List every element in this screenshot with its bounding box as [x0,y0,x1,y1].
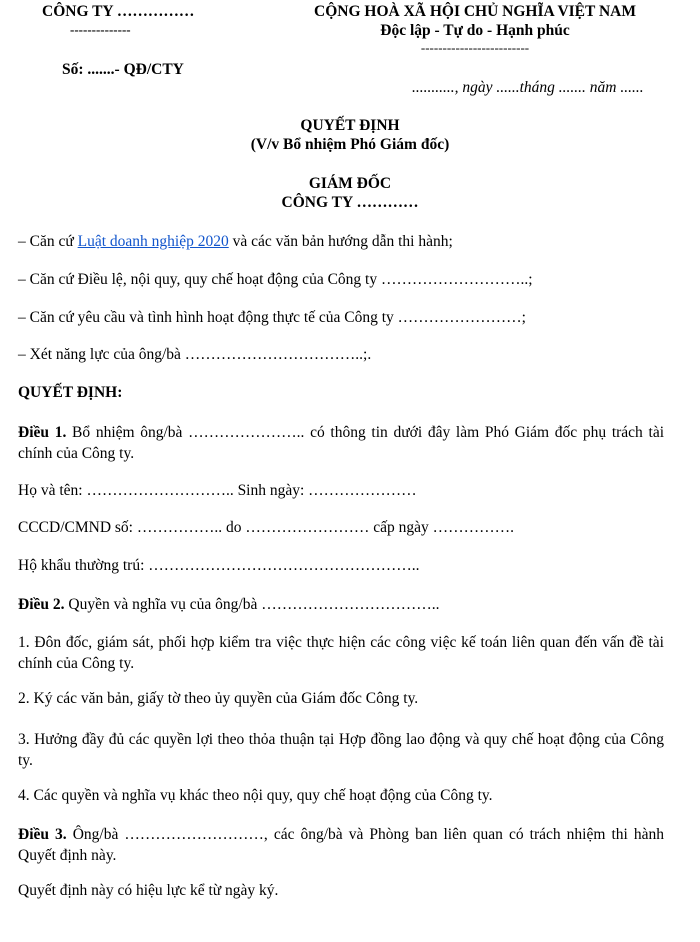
company-name: CÔNG TY …………… [42,3,195,20]
duty-1: 1. Đôn đốc, giám sát, phối hợp kiểm tra việc thực hiện các công việc kế toán liên quan đến vấn đề tài chính của Công ty. [18,634,664,672]
ground-item-law [18,233,453,251]
residence-line: Hộ khẩu thường trú: …………………………………………….. [18,557,420,574]
article-2-label: Điều 2. [18,596,65,613]
national-motto: Độc lập - Tự do - Hạnh phúc [380,22,570,39]
article-3-label: Điều 3. [18,826,67,843]
article-1-label: Điều 1. [18,424,67,441]
effective-clause: Quyết định này có hiệu lực kể từ ngày ký. [18,882,279,899]
article-2-text: Quyền và nghĩa vụ của ông/bà …………………………….. [64,596,440,613]
ground-item-capacity: – Xét năng lực của ông/bà ……………………………..;. [18,346,372,363]
article-2 [18,596,439,614]
document-title: QUYẾT ĐỊNH [300,117,400,134]
decision-number: Số: .......- QĐ/CTY [62,61,184,78]
ground-item-requirements: – Căn cứ yêu cầu và tình hình hoạt động thực tế của Công ty ……………………; [18,309,526,326]
ground-item-law-suffix: và các văn bản hướng dẫn thi hành; [228,233,453,250]
duty-3: 3. Hưởng đầy đủ các quyền lợi theo thỏa thuận tại Hợp đồng lao động và quy chế hoạt động của Công ty. [18,731,664,769]
decision-heading: QUYẾT ĐỊNH: [18,384,123,401]
article-3 [18,824,664,866]
fullname-line: Họ và tên: ……………………….. Sinh ngày: ………………… [18,482,417,499]
article-1-text: Bổ nhiệm ông/bà ………………….. có thông tin dưới đây làm Phó Giám đốc phụ trách tài chính của Công ty. [18,424,665,462]
document-subject: (V/v Bổ nhiệm Phó Giám đốc) [250,136,450,153]
duty-2: 2. Ký các văn bản, giấy tờ theo ủy quyền của Giám đốc Công ty. [18,690,419,707]
ground-item-law-prefix: – Căn cứ [18,233,78,250]
duty-4: 4. Các quyền và nghĩa vụ khác theo nội quy, quy chế hoạt động của Công ty. [18,787,493,804]
country-name: CỘNG HOÀ XÃ HỘI CHỦ NGHĨA VIỆT NAM [314,3,636,20]
ground-item-charter: – Căn cứ Điều lệ, nội quy, quy chế hoạt động của Công ty ………………………..; [18,271,533,288]
issuing-authority: GIÁM ĐỐC [308,175,392,192]
issuing-company: CÔNG TY ………… [281,194,419,211]
enterprise-law-link[interactable]: Luật doanh nghiệp 2020 [77,233,229,250]
date-line: ..........., ngày ......tháng ....... năm ...... [412,79,644,96]
company-rule: -------------- [70,22,131,37]
motto-rule: ------------------------- [420,40,530,55]
article-1 [18,422,664,464]
id-card-line: CCCD/CMND số: …………….. do …………………… cấp ngày ……………. [18,519,514,536]
article-3-text: Ông/bà ………………………, các ông/bà và Phòng ban liên quan có trách nhiệm thi hành Quyết định này. [18,826,664,864]
